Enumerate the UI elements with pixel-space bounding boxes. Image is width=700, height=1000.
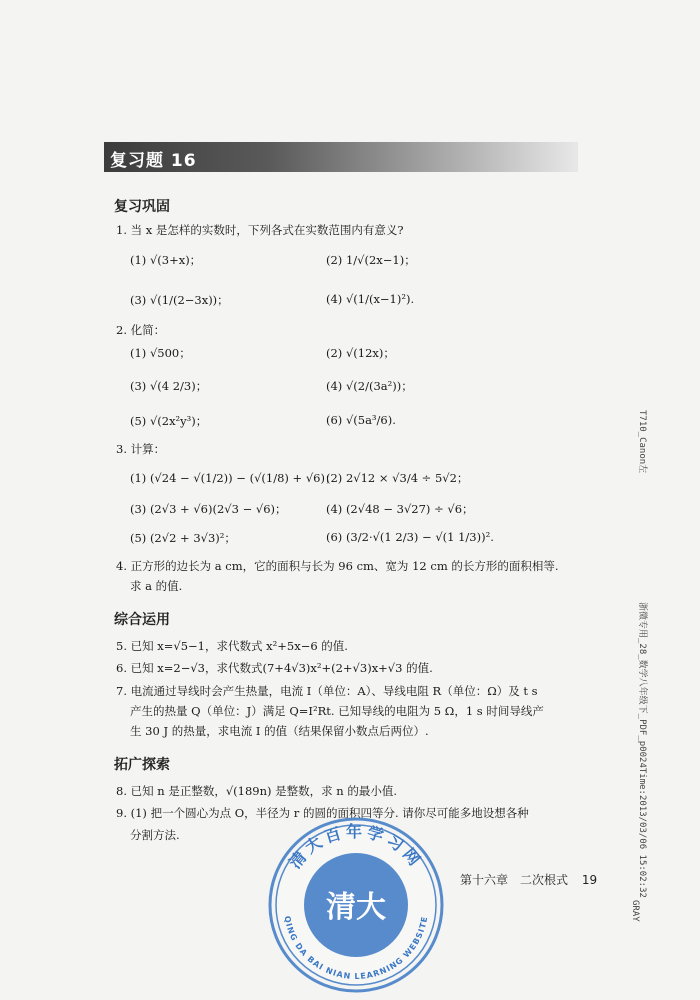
question-2-part-6: (6) √(5a³/6). (326, 413, 396, 427)
question-3-part-6: (6) (3/2·√(1 2/3) − √(1 1/3))². (326, 530, 494, 544)
question-1-part-1: (1) √(3+x)； (130, 253, 202, 267)
question-2-stem: 2. 化简： (116, 323, 166, 337)
question-1-part-2: (2) 1/√(2x−1)； (326, 253, 416, 267)
heading-consolidate: 复习巩固 (114, 199, 170, 215)
question-6: 6. 已知 x=2−√3，求代数式(7+4√3)x²+(2+√3)x+√3 的值. (116, 661, 433, 675)
question-9-line-2: 分割方法. (130, 828, 180, 842)
question-3-part-2: (2) 2√12 × √3/4 ÷ 5√2； (326, 471, 469, 485)
scan-side-label-gray: GRAY (630, 900, 640, 922)
scan-side-label-top: T710_Canon左 (637, 410, 647, 474)
seal-center-text: 清大 (326, 890, 386, 925)
heading-apply: 综合运用 (114, 612, 170, 628)
question-7-line-1: 7. 电流通过导线时会产生热量，电流 I（单位：A）、导线电阻 R（单位：Ω）及 t s (116, 684, 538, 698)
question-7-line-3: 生 30 J 的热量，求电流 I 的值（结果保留小数点后两位）. (130, 724, 429, 738)
page-number: 19 (581, 873, 598, 887)
watermark-seal (266, 815, 446, 995)
question-2-part-2: (2) √(12x)； (326, 346, 395, 360)
question-8: 8. 已知 n 是正整数，√(189n) 是整数，求 n 的最小值. (116, 784, 398, 798)
question-2-part-5: (5) √(2x²y³)； (130, 414, 208, 428)
footer-chapter: 第十六章 二次根式 (460, 873, 569, 887)
page-footer (460, 871, 597, 888)
question-1-part-3: (3) √(1/(2−3x))； (130, 293, 229, 307)
question-3-part-1: (1) (√24 − √(1/2)) − (√(1/8) + √6)； (130, 471, 337, 485)
question-5: 5. 已知 x=√5−1，求代数式 x²+5x−6 的值. (116, 639, 348, 653)
question-1-part-4: (4) √(1/(x−1)²). (326, 292, 415, 306)
seal-text-top: 清大百年学习网 (285, 822, 427, 873)
seal-text-bottom: QING DA BAI NIAN LEARNING WEBSITE (282, 915, 430, 982)
question-4-line-2: 求 a 的值. (130, 579, 183, 593)
heading-extend: 拓广探索 (114, 757, 170, 773)
question-4-line-1: 4. 正方形的边长为 a cm，它的面积与长为 96 cm、宽为 12 cm 的长方形的面积相等. (116, 559, 559, 573)
question-3-part-4: (4) (2√48 − 3√27) ÷ √6； (326, 502, 474, 516)
question-7-line-2: 产生的热量 Q（单位：J）满足 Q=I²Rt. 已知导线的电阻为 5 Ω，1 s 时间导线产 (130, 704, 544, 718)
section-title: 复习题 16 (110, 151, 197, 171)
question-2-part-3: (3) √(4 2/3)； (130, 379, 208, 393)
question-9-line-1: 9. (1) 把一个圆心为点 O，半径为 r 的圆的面积四等分. 请你尽可能多地设想各种 (116, 806, 529, 820)
question-2-part-1: (1) √500； (130, 346, 191, 360)
question-3-stem: 3. 计算： (116, 442, 166, 456)
question-2-part-4: (4) √(2/(3a²))； (326, 379, 413, 393)
question-3-part-3: (3) (2√3 + √6)(2√3 − √6)； (130, 502, 287, 516)
question-3-part-5: (5) (2√2 + 3√3)²； (130, 531, 236, 545)
question-1-stem: 1. 当 x 是怎样的实数时，下列各式在实数范围内有意义? (116, 223, 404, 237)
scan-side-label-bottom: 浙微专用_28_数学八年级下_PDF_p0024Time:2013/03/06 15:02:32 (637, 602, 647, 898)
